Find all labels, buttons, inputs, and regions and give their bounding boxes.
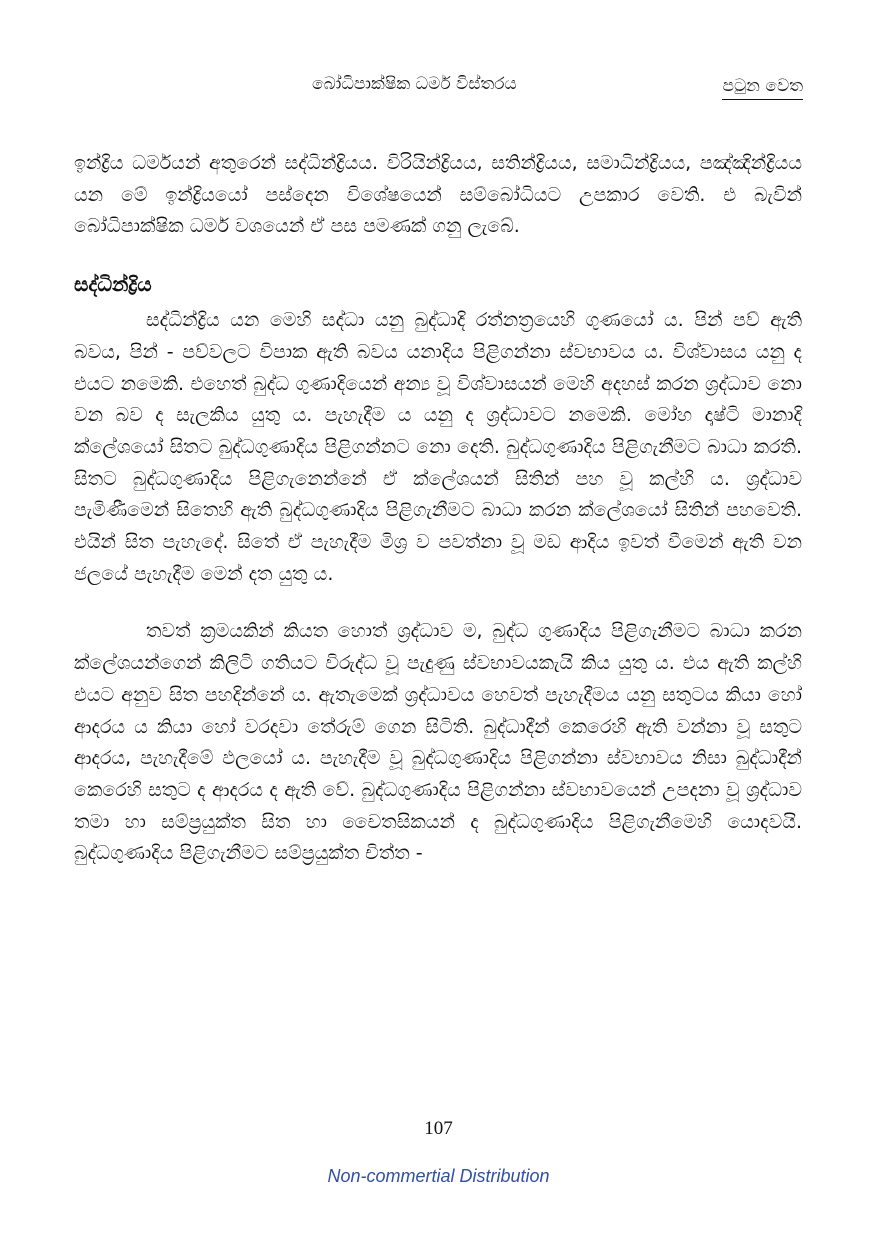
section-heading: සද්ධින්ද්‍රිය	[74, 272, 152, 297]
paragraph-3: තවත් ක්‍රමයකින් කියත හොත් ශ්‍රද්ධාව ම, බුද්ධ ගුණාදිය පිළිගැනීමට බාධා කරන ක්ලේශයන්ගෙන් කිලිටි ගතියට විරුද්ධ වූ පැදුණු ස්වභාවයකැයි කිය යුතු ය. එය ඇති කල්හි එයට අනුව සිත පහදින්නේ ය. ඇතැමෙක් ශ්‍රද්ධාවය හෙවත් පැහැදීමය යනු සතුටය කියා හෝ ආදරය ය කියා හෝ වරදවා තේරුම් ගෙන සිටිති. බුද්ධාදීන් කෙරෙහි ඇති වන්නා වූ සතුට ආදරය, පැහැදීමේ ඵලයෝ ය. පැහැදීම වූ බුද්ධගුණාදිය පිළිගන්නා ස්වභාවය නිසා බුද්ධාදීන් කෙරෙහි සතුට ද ආදරය ද ඇති වේ. බුද්ධගුණාදිය පිළිගන්නා ස්වභාවයෙන් උපදනා වූ ශ්‍රද්ධාව තමා හා සම්ප්‍රයුක්ත සිත හා චෛතසිකයන් ද බුද්ධගුණාදිය පිළිගැනීමෙහි යොදවයි. බුද්ධගුණාදිය පිළිගැනීමට සම්ප්‍රයුක්ත චිත්ත -	[74, 620, 802, 865]
book-title: බෝධිපාක්ෂික ධර්ම විස්තරය	[312, 74, 517, 94]
contents-link[interactable]: පටුන වෙත	[722, 76, 803, 100]
footer-note: Non-commertial Distribution	[327, 1166, 550, 1186]
page-number: 107	[424, 1118, 453, 1139]
paragraph-1: ඉන්ද්‍රිය ධර්මයන් අතුරෙන් සද්ධින්ද්‍රියය. විරියින්ද්‍රියය, සතින්ද්‍රියය, සමාධින්ද්‍රියය, පඤ්ඤින්ද්‍රියය යන මේ ඉන්ද්‍රියයෝ පස්දෙන විශේෂයෙන් සම්බෝධියට උපකාර වෙති. එ බැවින් බෝධිපාක්ෂික ධර්ම වශයෙන් ඒ පස පමණක් ගනු ලැබේ.	[74, 152, 802, 238]
page-header	[74, 62, 803, 102]
paragraph-2: සද්ධින්ද්‍රිය යන මෙහි සද්ධා යනු බුද්ධාදි රත්නත්‍රයෙහි ගුණයෝ ය. පින් පව් ඇති බවය, පින් - පව්වලට විපාක ඇති බවය යනාදිය පිළිගන්නා ස්වභාවය ය. විශ්වාසය යනු ද එයට නමෙකි. එහෙත් බුද්ධ ගුණාදියෙන් අන්‍ය වූ විශ්වාසයන් මෙහි අදහස් කරන ශ්‍රද්ධාව නො වන බව ද සැලකිය යුතු ය. පැහැදීම ය යනු ද ශ්‍රද්ධාවට නමෙකි. මෝහ දෘෂ්ටි මානාදි ක්ලේශයෝ සිතට බුද්ධගුණාදිය පිළිගන්නට නො දෙති. බුද්ධගුණාදිය පිළිගැනීමට බාධා කරති. සිතට බුද්ධගුණාදිය පිළිගැනෙන්නේ ඒ ක්ලේශයන් සිතින් පහ වූ කල්හි ය. ශ්‍රද්ධාව පැමිණීමෙන් සිතෙහි ඇති බුද්ධගුණාදිය පිළිගැනීමට බාධා කරන ක්ලේශයෝ සිතින් පහවෙති. එයින් සිත පැහැදේ. සිතේ ඒ පැහැදීම මිශ්‍ර ව පවත්නා වූ මඩ ආදිය ඉවත් වීමෙන් ඇති වන ජලයේ පැහැදීම මෙන් දත යුතු ය.	[74, 309, 802, 585]
page-content	[74, 148, 802, 870]
